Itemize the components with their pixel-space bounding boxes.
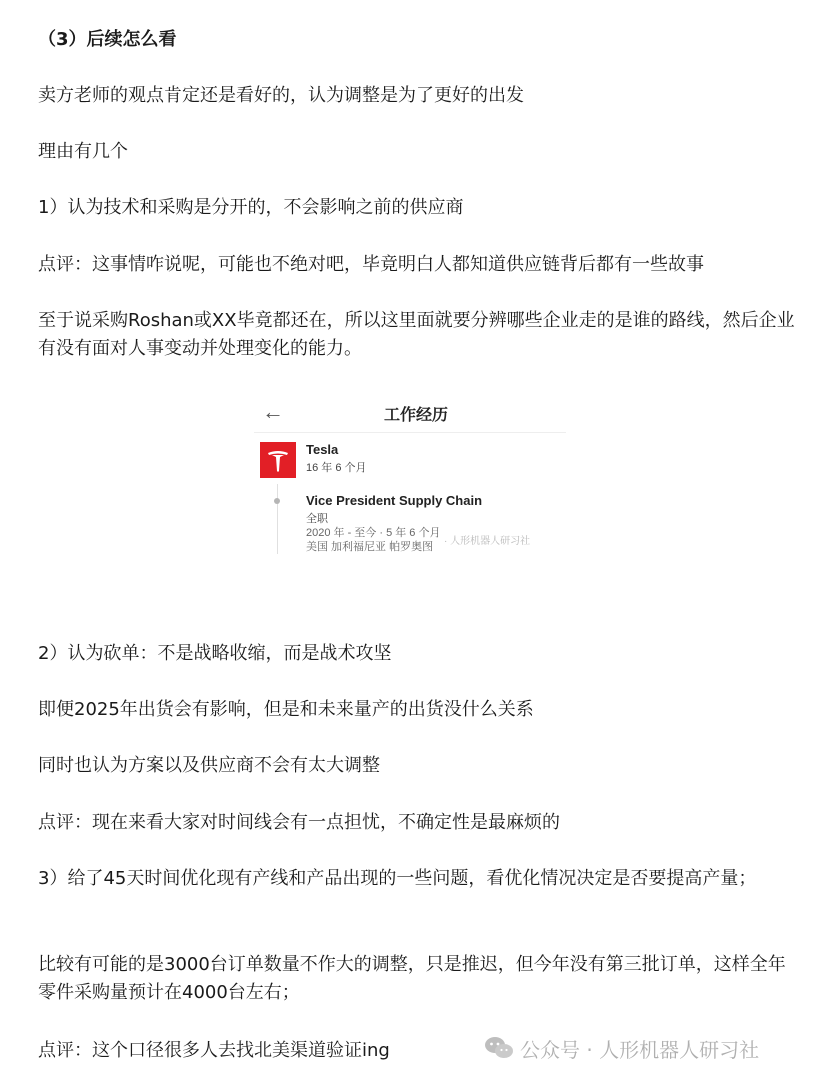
paragraph: 比较有可能的是3000台订单数量不作大的调整，只是推迟，但今年没有第三批订单，这样全年零件采购量预计在4000台左右； [38,954,786,1003]
paragraph: 理由有几个 [38,141,128,162]
paragraph: 点评：这个口径很多人去找北美渠道验证ing [38,1040,390,1061]
company-name: Tesla [306,442,339,457]
card-title: 工作经历 [384,407,449,424]
wechat-icon [484,1035,514,1061]
role-title: Vice President Supply Chain [306,493,483,508]
card-watermark: · 人形机器人研习社 [444,536,531,547]
watermark-text: 公众号 · 人形机器人研习社 [520,1037,760,1062]
role-dates: 2020 年 - 至今 · 5 年 6 个月 [306,527,441,539]
employment-type: 全职 [306,513,328,525]
card-divider [254,432,566,433]
paragraph: 同时也认为方案以及供应商不会有太大调整 [38,755,380,776]
paragraph: 点评：现在来看大家对时间线会有一点担忧，不确定性是最麻烦的 [38,812,560,833]
company-tenure: 16 年 6 个月 [306,462,367,474]
paragraph: 卖方老师的观点肯定还是看好的，认为调整是为了更好的出发 [38,85,524,106]
paragraph: 3）给了45天时间优化现有产线和产品出现的一些问题，看优化情况决定是否要提高产量； [38,868,757,889]
section-heading: （3）后续怎么看 [38,29,177,50]
account-watermark [484,1028,759,1068]
role-location: 美国 加利福尼亚 帕罗奥图 [306,541,434,553]
paragraph: 至于说采购Roshan或XX毕竟都还在，所以这里面就要分辨哪些企业走的是谁的路线，然后企业有没有面对人事变动并处理变化的能力。 [38,310,795,359]
timeline-line [277,484,278,554]
profile-card-screenshot [254,392,566,564]
back-arrow-icon: ← [262,399,284,424]
timeline-dot [274,498,280,504]
card-topbar [254,392,566,432]
paragraph: 点评：这事情咋说呢，可能也不绝对吧，毕竟明白人都知道供应链背后都有一些故事 [38,254,704,275]
tesla-logo-icon [260,442,296,478]
paragraph: 2）认为砍单：不是战略收缩，而是战术攻坚 [38,643,392,664]
paragraph: 即便2025年出货会有影响，但是和未来量产的出货没什么关系 [38,699,534,720]
paragraph: 1）认为技术和采购是分开的，不会影响之前的供应商 [38,197,464,218]
